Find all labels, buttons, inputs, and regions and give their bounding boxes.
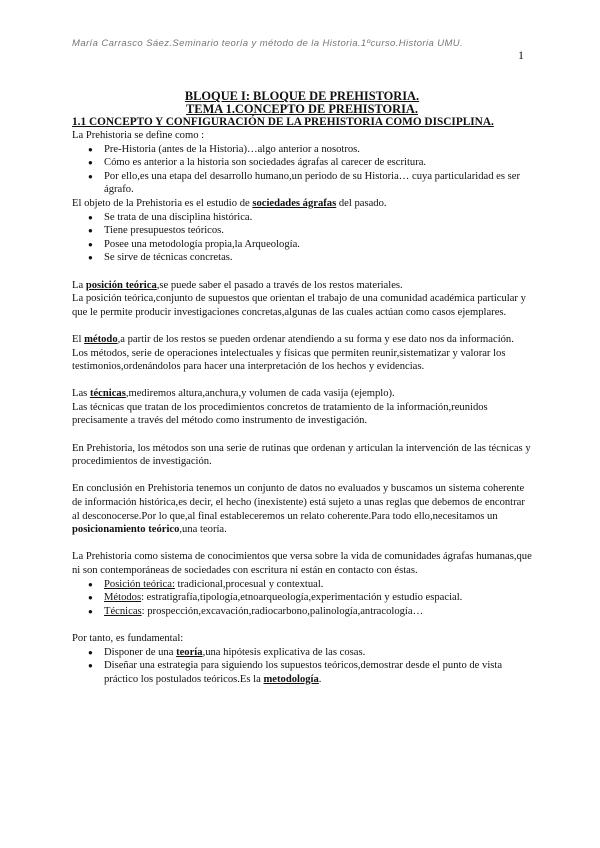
emphasis: posición teórica [85,279,157,291]
list-item [92,646,532,660]
emphasis: posicionamiento teórico [72,524,180,536]
text-run: del pasado. [336,197,387,209]
objeto-paragraph [72,197,532,211]
text-run: El [72,333,85,345]
item-label: Posición teórica: [104,578,175,590]
posicion-text: La posición teórica,conjunto de supuestos que orientan el trabajo de una comunidad académica particular y que le permite producir investigaciones concretas,algunas de las cuales actúan como casos ejemplares. [72,293,526,318]
section-title: 1.1 CONCEPTO Y CONFIGURACIÓN DE LA PREHISTORIA COMO DISCIPLINA. [72,116,494,128]
topic-title: TEMA 1.CONCEPTO DE PREHISTORIA. [186,102,418,116]
metodo-text: Los métodos, serie de operaciones intelectuales y físicas que permiten reunir,sistematizar y valorar los testimonios,ordenándolos para hacer una interpretación de los hechos y evidencias. [72,347,506,373]
final-list [72,646,532,687]
list-item: ● Cómo es anterior a la historia son sociedades ágrafas al carecer de escritura. [92,156,532,170]
text-run: ,se puede saber el pasado a través de los restos materiales. [156,279,403,291]
block-title: BLOQUE I: BLOQUE DE PREHISTORIA. [184,89,420,103]
item-text: tradicional,procesual y contextual. [174,578,324,590]
list-item: ● Se sirve de técnicas concretas. [92,251,532,265]
list-item: ● Pre-Historia (antes de la Historia)…algo anterior a nosotros. [92,143,532,157]
list-item [92,578,532,592]
emphasis: sociedades ágrafas [252,197,337,209]
text-run: ,una teoría. [179,524,227,536]
document-body [72,90,532,686]
emphasis: metodología [263,673,319,685]
text-run: ,a partir de los restos se pueden ordenar atendiendo a su forma y ese dato nos da información. [117,333,514,345]
item-text: : estratigrafía,tipología,etnoarqueología,experimentación y estudio espacial. [141,592,463,604]
text-run: En conclusión en Prehistoria tenemos un conjunto de datos no evaluados y buscamos un sistema coherente de información histórica,es decir, el hecho (inexistente) está sujeto a unas reglas que debemos de encontrar al desconocerse.Por lo que,al final estableceremos un relato coherente.Para todo ello,necesitamos un [72,483,525,522]
text-run: ,una hipótesis explicativa de las cosas. [202,646,366,658]
list-item [92,605,532,619]
list-item: ● Se trata de una disciplina histórica. [92,211,532,225]
emphasis: método [84,333,118,345]
posicion-paragraph [72,279,532,293]
page-number: 1 [518,48,524,62]
definition-list [72,143,532,197]
item-text: : prospección,excavación,radiocarbono,palinología,antracología… [141,605,424,617]
item-label: Métodos [104,592,142,604]
intro-text: La Prehistoria se define como : [72,130,205,141]
conclusion-paragraph [72,482,532,536]
text-run: Las [72,388,90,400]
text-run: Diseñar una estrategia para siguiendo los supuestos teóricos,demostrar desde el punto de vista práctico los postulados teóricos.Es la [104,660,503,685]
running-header: María Carrasco Sáez.Seminario teoría y método de la Historia.1ºcurso.Historia UMU. [72,38,464,49]
text-run: Disponer de una [104,646,177,658]
emphasis: teoría [176,646,203,658]
list-item: ● Por ello,es una etapa del desarrollo humano,un periodo de su Historia… cuya particularidad es ser ágrafo. [92,170,532,197]
list-item: ● Tiene presupuestos teóricos. [92,224,532,238]
sistema-list [72,578,532,619]
tecnicas-paragraph [72,387,532,401]
tecnicas-text: Las técnicas que tratan de los procedimientos concretos de tratamiento de la información,reunidos precisamente a través del método como instrumento de investigación. [72,401,488,427]
list-item [92,591,532,605]
portanto-paragraph: Por tanto, es fundamental: [72,632,184,644]
text-run: El objeto de la Prehistoria es el estudio de [72,197,253,209]
list-item [92,659,532,686]
prehistoria-metodos-paragraph: En Prehistoria, los métodos son una serie de rutinas que ordenan y articulan la intervención de las técnicas y procedimientos de investigación. [72,442,531,468]
objeto-list [72,211,532,265]
text-run: La [72,279,86,291]
text-run: ,mediremos altura,anchura,y volumen de cada vasija (ejemplo). [125,388,395,400]
text-run: . [318,673,322,685]
sistema-paragraph: La Prehistoria como sistema de conocimientos que versa sobre la vida de comunidades ágrafas humanas,que ni son contemporáneas de sociedades con escritura ni están en contacto con éstas. [72,551,532,576]
emphasis: técnicas [89,388,126,400]
item-label: Técnicas [104,605,142,617]
metodo-paragraph [72,333,532,347]
list-item: ● Posee una metodología propia,la Arqueología. [92,238,532,252]
